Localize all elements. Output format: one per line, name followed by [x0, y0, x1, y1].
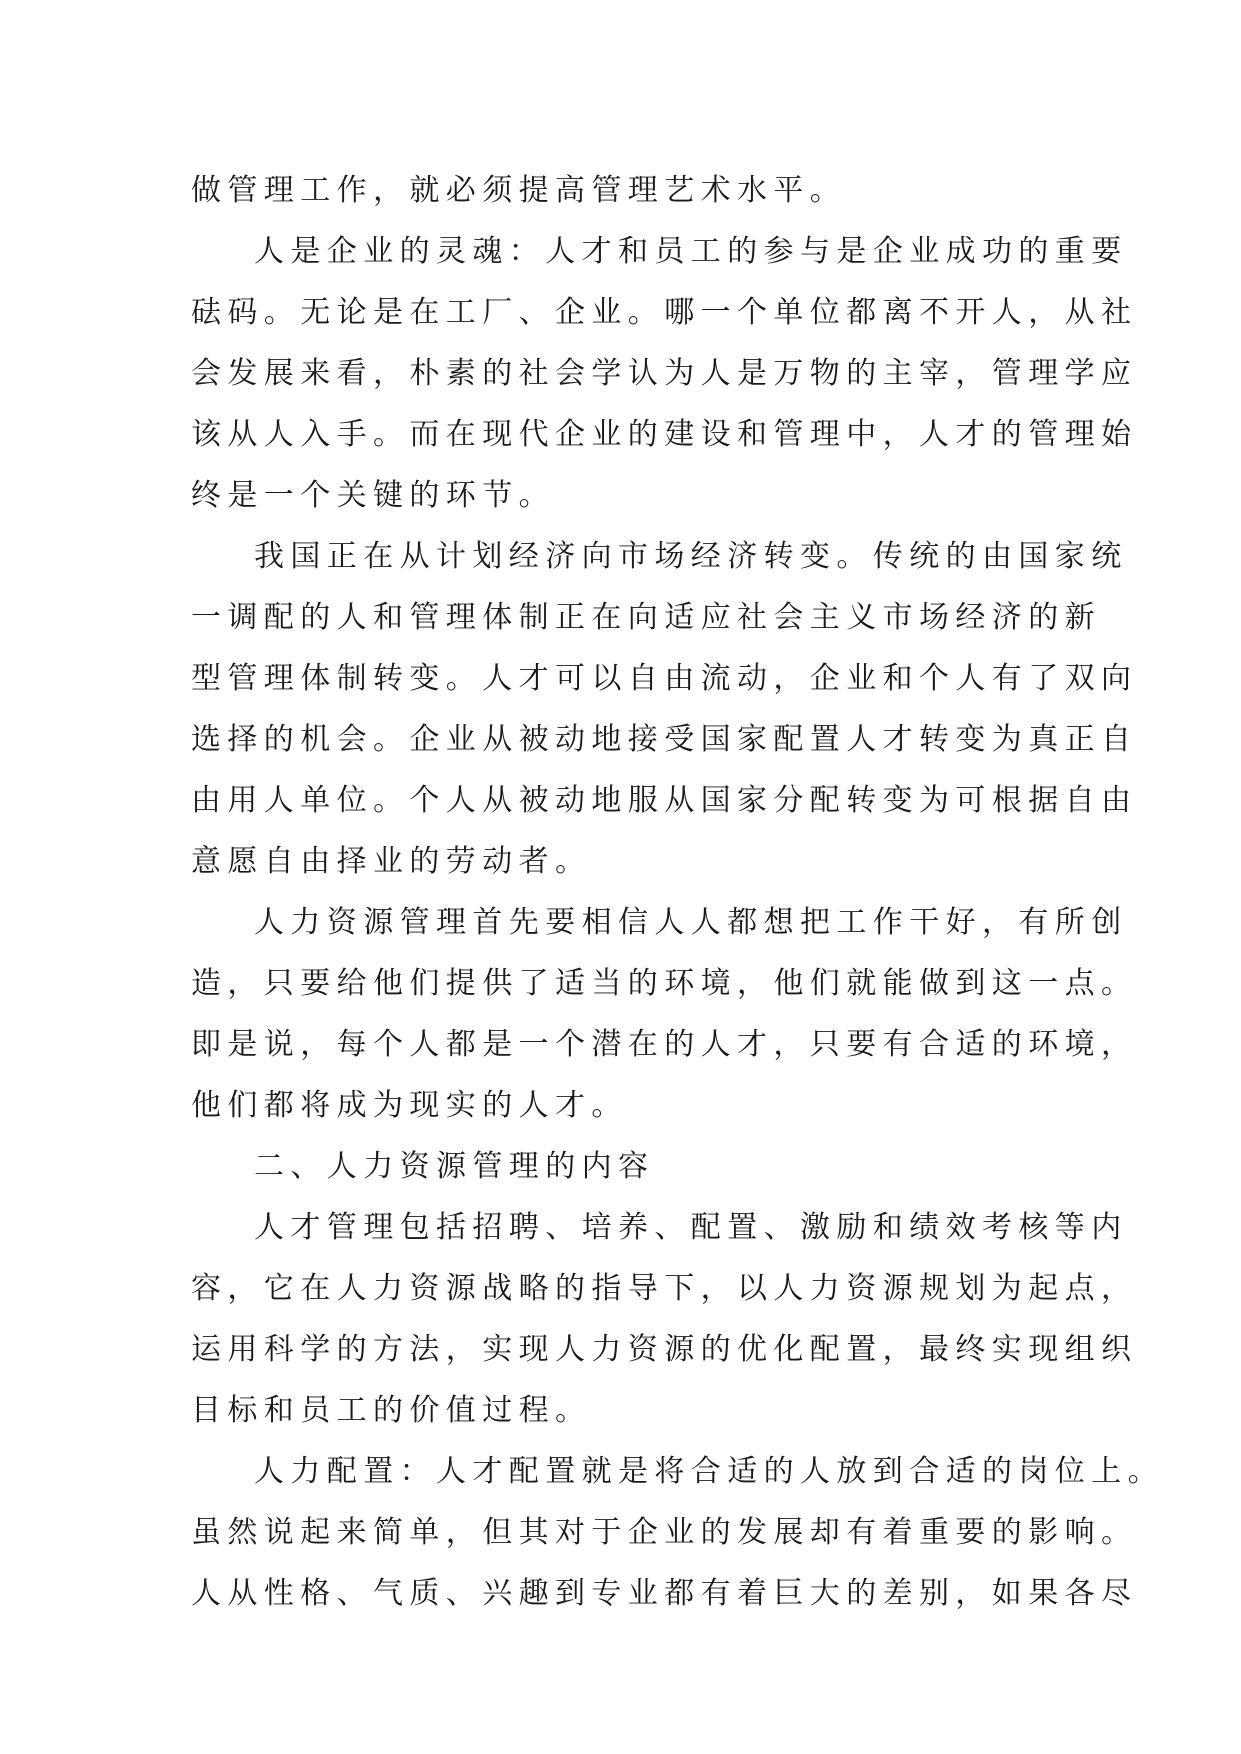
body-text: [191, 160, 1164, 1624]
text-line: 意愿自由择业的劳动者。: [191, 844, 592, 879]
text-line: 造，只要给他们提供了适当的环境，他们就能做到这一点。: [191, 966, 1138, 1001]
text-line: 他们都将成为现实的人才。: [191, 1088, 628, 1123]
text-line: 目标和员工的价值过程。: [191, 1393, 592, 1428]
text-line: 人是企业的灵魂：人才和员工的参与是企业成功的重要: [254, 234, 1128, 269]
text-line: 会发展来看，朴素的社会学认为人是万物的主宰，管理学应: [191, 356, 1138, 391]
text-line: 人力配置：人才配置就是将合适的人放到合适的岗位上。: [254, 1454, 1164, 1489]
text-line: 型管理体制转变。人才可以自由流动，企业和个人有了双向: [191, 661, 1138, 696]
text-line: 做管理工作，就必须提高管理艺术水平。: [191, 173, 847, 208]
text-line: 砝码。无论是在工厂、企业。哪一个单位都离不开人，从社: [191, 295, 1138, 330]
text-line: 虽然说起来简单，但其对于企业的发展却有着重要的影响。: [191, 1515, 1138, 1550]
section-heading: 二、人力资源管理的内容: [254, 1149, 655, 1184]
text-line: 容，它在人力资源战略的指导下，以人力资源规划为起点，: [191, 1271, 1138, 1306]
text-line: 终是一个关键的环节。: [191, 478, 555, 513]
text-line: 人从性格、气质、兴趣到专业都有着巨大的差别，如果各尽: [191, 1576, 1138, 1611]
text-line: 运用科学的方法，实现人力资源的优化配置，最终实现组织: [191, 1332, 1138, 1367]
text-line: 该从人入手。而在现代企业的建设和管理中，人才的管理始: [191, 417, 1138, 452]
text-line: 一调配的人和管理体制正在向适应社会主义市场经济的新: [191, 600, 1101, 635]
text-line: 由用人单位。个人从被动地服从国家分配转变为可根据自由: [191, 783, 1138, 818]
text-line: 我国正在从计划经济向市场经济转变。传统的由国家统: [254, 539, 1128, 574]
text-line: 选择的机会。企业从被动地接受国家配置人才转变为真正自: [191, 722, 1138, 757]
text-line: 即是说，每个人都是一个潜在的人才，只要有合适的环境，: [191, 1027, 1138, 1062]
text-line: 人才管理包括招聘、培养、配置、激励和绩效考核等内: [254, 1210, 1128, 1245]
text-line: 人力资源管理首先要相信人人都想把工作干好，有所创: [254, 905, 1128, 940]
